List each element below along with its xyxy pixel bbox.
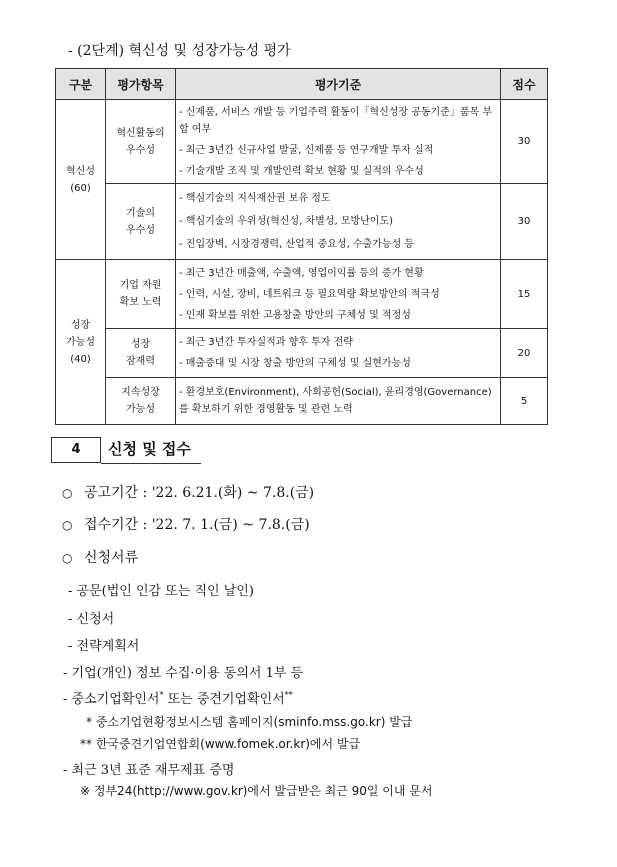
score-growth-potential: 20 xyxy=(501,329,548,378)
reception-period: ○ 접수기간 : '22. 7. 1.(금) ~ 7.8.(금) xyxy=(62,517,310,533)
announcement-period: ○ 공고기간 : '22. 6.21.(화) ~ 7.8.(금) xyxy=(62,485,315,501)
item-resource-effort: 기업 자원 확보 노력 xyxy=(106,260,176,329)
note-gov24: ※ 정부24(http://www.gov.kr)에서 발급받은 최근 90일 이내 문서 xyxy=(80,784,433,798)
document-item: - 신청서 xyxy=(68,612,115,627)
score-resource-effort: 15 xyxy=(501,260,548,329)
document-item: - 전략계획서 xyxy=(68,639,140,654)
header-score: 점수 xyxy=(501,69,548,100)
evaluation-table xyxy=(55,68,548,425)
circle-bullet-icon: ○ xyxy=(62,486,73,500)
stage-title: - (2단계) 혁신성 및 성장가능성 평가 xyxy=(68,43,291,59)
item-technology: 기술의 우수성 xyxy=(106,184,176,260)
criteria-resource-effort: - 최근 3년간 매출액, 수출액, 영업이익률 등의 증가 현황 - 인력, 시설, 장비, 네트워크 등 필요역량 확보방안의 적극성 - 인재 확보를 위한 고용창출 방안의 구체성 및 적정성 xyxy=(176,260,501,329)
note-sminfo: * 중소기업현황정보시스템 홈페이지(sminfo.mss.go.kr) 발급 xyxy=(86,715,413,729)
item-growth-potential: 성장 잠재력 xyxy=(106,329,176,378)
documents-heading: ○ 신청서류 xyxy=(62,550,139,566)
table-row xyxy=(56,329,548,378)
table-row xyxy=(56,184,548,260)
table-row xyxy=(56,260,548,329)
document-item: - 기업(개인) 정보 수집·이용 동의서 1부 등 xyxy=(63,666,304,681)
item-sustainable-growth: 지속성장 가능성 xyxy=(106,378,176,425)
criteria-sustainable-growth: - 환경보호(Environment), 사회공헌(Social), 윤리경영(Governance)를 확보하기 위한 경영활동 및 관련 노력 xyxy=(176,378,501,425)
score-innovation-activity: 30 xyxy=(501,100,548,184)
header-criteria: 평가기준 xyxy=(176,69,501,100)
section-title: 신청 및 접수 xyxy=(108,440,191,458)
document-item: - 공문(법인 인감 또는 직인 날인) xyxy=(68,584,254,599)
circle-bullet-icon: ○ xyxy=(62,551,73,565)
document-item-confirmation: - 중소기업확인서* 또는 중견기업확인서** xyxy=(63,690,293,707)
criteria-innovation-activity: - 신제품, 서비스 개발 등 기업주력 활동이「혁신성장 공동기준」품목 부합 여부 - 최근 3년간 신규사업 발굴, 신제품 등 연구개발 투자 실적 - 기술개발 조직 및 개발인력 확보 현황 및 실적의 우수성 xyxy=(176,100,501,184)
category-growth: 성장 가능성 (40) xyxy=(56,260,106,425)
note-fomek: ** 한국중견기업연합회(www.fomek.or.kr)에서 발급 xyxy=(80,737,361,751)
document-item-financial: - 최근 3년 표준 재무제표 증명 xyxy=(63,763,235,778)
table-row xyxy=(56,378,548,425)
criteria-growth-potential: - 최근 3년간 투자실적과 향후 투자 전략 - 매출증대 및 시장 창출 방안의 구체성 및 실현가능성 xyxy=(176,329,501,378)
criteria-technology: - 핵심기술의 지식재산권 보유 정도 - 핵심기술의 우위성(혁신성, 차별성, 모방난이도) - 진입장벽, 시장경쟁력, 산업적 중요성, 수출가능성 등 xyxy=(176,184,501,260)
section-number: 4 xyxy=(51,437,101,463)
score-sustainable-growth: 5 xyxy=(501,378,548,425)
table-row xyxy=(56,100,548,184)
score-technology: 30 xyxy=(501,184,548,260)
header-category: 구분 xyxy=(56,69,106,100)
category-innovation: 혁신성 (60) xyxy=(56,100,106,260)
item-innovation-activity: 혁신활동의 우수성 xyxy=(106,100,176,184)
header-item: 평가항목 xyxy=(106,69,176,100)
section-underline xyxy=(101,463,201,464)
circle-bullet-icon: ○ xyxy=(62,518,73,532)
table-header-row xyxy=(56,69,548,100)
